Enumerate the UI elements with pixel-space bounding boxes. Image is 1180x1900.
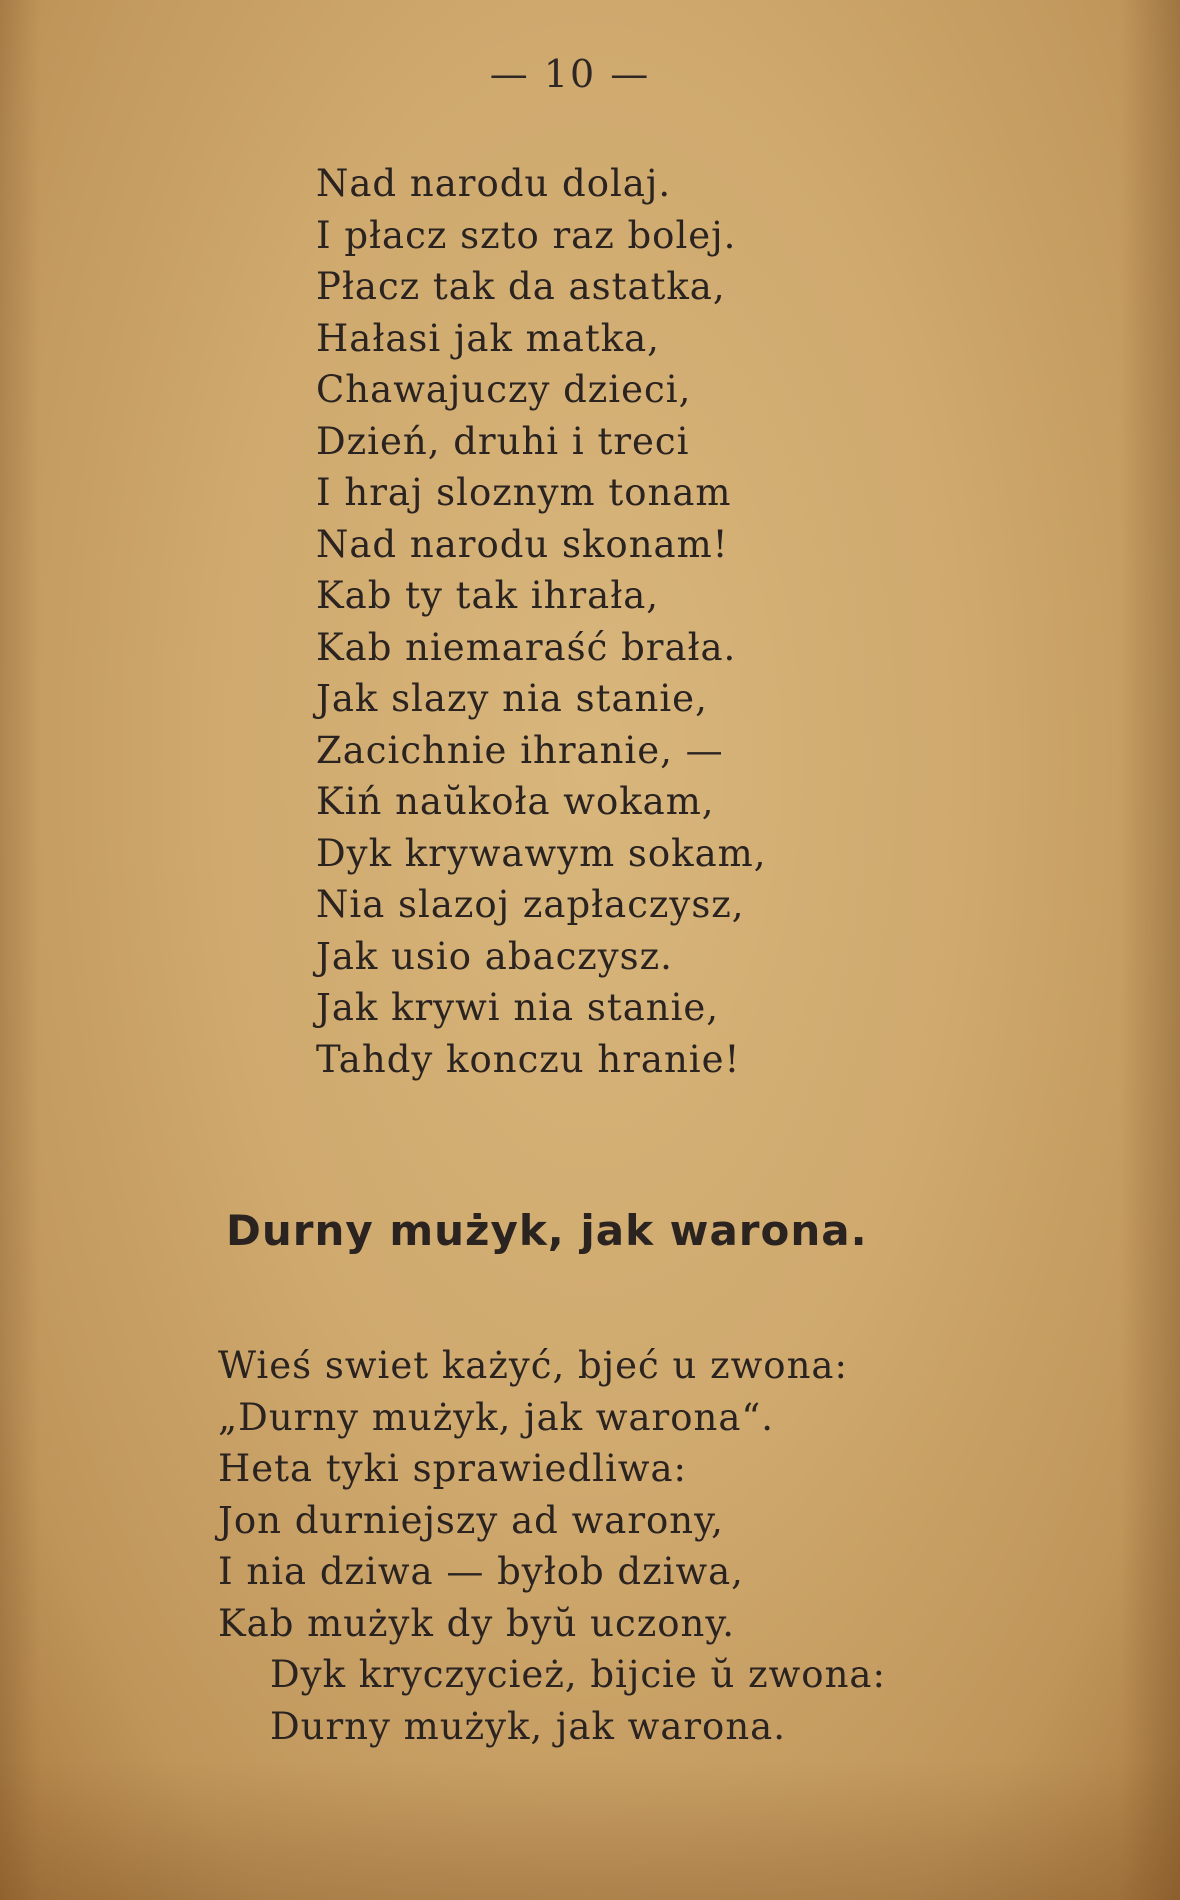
poem-1-line: Kab ty tak ihrała,: [316, 574, 660, 617]
poem-2-refrain-line: Dyk kryczycież, bijcie ŭ zwona:: [270, 1653, 886, 1696]
poem-1-line: Nad narodu dolaj.: [316, 162, 672, 205]
poem-1-stanza: [316, 158, 767, 1085]
poem-1-line: I płacz szto raz bolej.: [316, 213, 737, 257]
page-number: — 10 —: [489, 52, 651, 96]
poem-2-line: Jon durniejszy ad warony,: [218, 1498, 724, 1542]
poem-1-line: Jak krywi nia stanie,: [316, 986, 720, 1029]
poem-2-line: „Durny mużyk, jak warona“.: [218, 1395, 775, 1439]
poem-1-line: Chawajuczy dzieci,: [316, 368, 692, 411]
poem-2-line: Wieś swiet każyć, bjeć u zwona:: [218, 1344, 848, 1387]
poem-1-line: Kab niemaraść brała.: [316, 625, 737, 669]
page-edge-shadow-bottom: [0, 1760, 1180, 1900]
poem-2-line: Heta tyki sprawiedliwa:: [218, 1447, 688, 1490]
poem-1-line: Nia slazoj zapłaczysz,: [316, 883, 745, 926]
page-edge-shadow-left: [0, 0, 40, 1900]
poem-2-refrain-line: Durny mużyk, jak warona.: [270, 1704, 786, 1748]
poem-1-line: Hałasi jak matka,: [316, 316, 660, 360]
page-edge-shadow-right: [1120, 0, 1180, 1900]
poem-2-line: Kab mużyk dy byŭ uczony.: [218, 1601, 736, 1645]
poem-1-line: I hraj sloznym tonam: [316, 471, 732, 514]
poem-2-stanza: [218, 1340, 886, 1752]
poem-1-line: Dzień, druhi i treci: [316, 419, 690, 463]
poem-1-line: Zacichnie ihranie, —: [316, 728, 724, 772]
poem-1-line: Nad narodu skonam!: [316, 522, 729, 566]
poem-2-title: Durny mużyk, jak warona.: [226, 1206, 868, 1255]
poem-1-line: Dyk krywawym sokam,: [316, 831, 767, 875]
poem-1-line: Płacz tak da astatka,: [316, 265, 726, 308]
poem-1-line: Tahdy konczu hranie!: [316, 1037, 741, 1081]
poem-1-line: Jak usio abaczysz.: [316, 934, 673, 978]
poem-1-line: Jak slazy nia stanie,: [316, 677, 708, 720]
poem-2-line: I nia dziwa — byłob dziwa,: [218, 1550, 744, 1593]
poem-1-line: Kiń naŭkoła wokam,: [316, 780, 715, 823]
